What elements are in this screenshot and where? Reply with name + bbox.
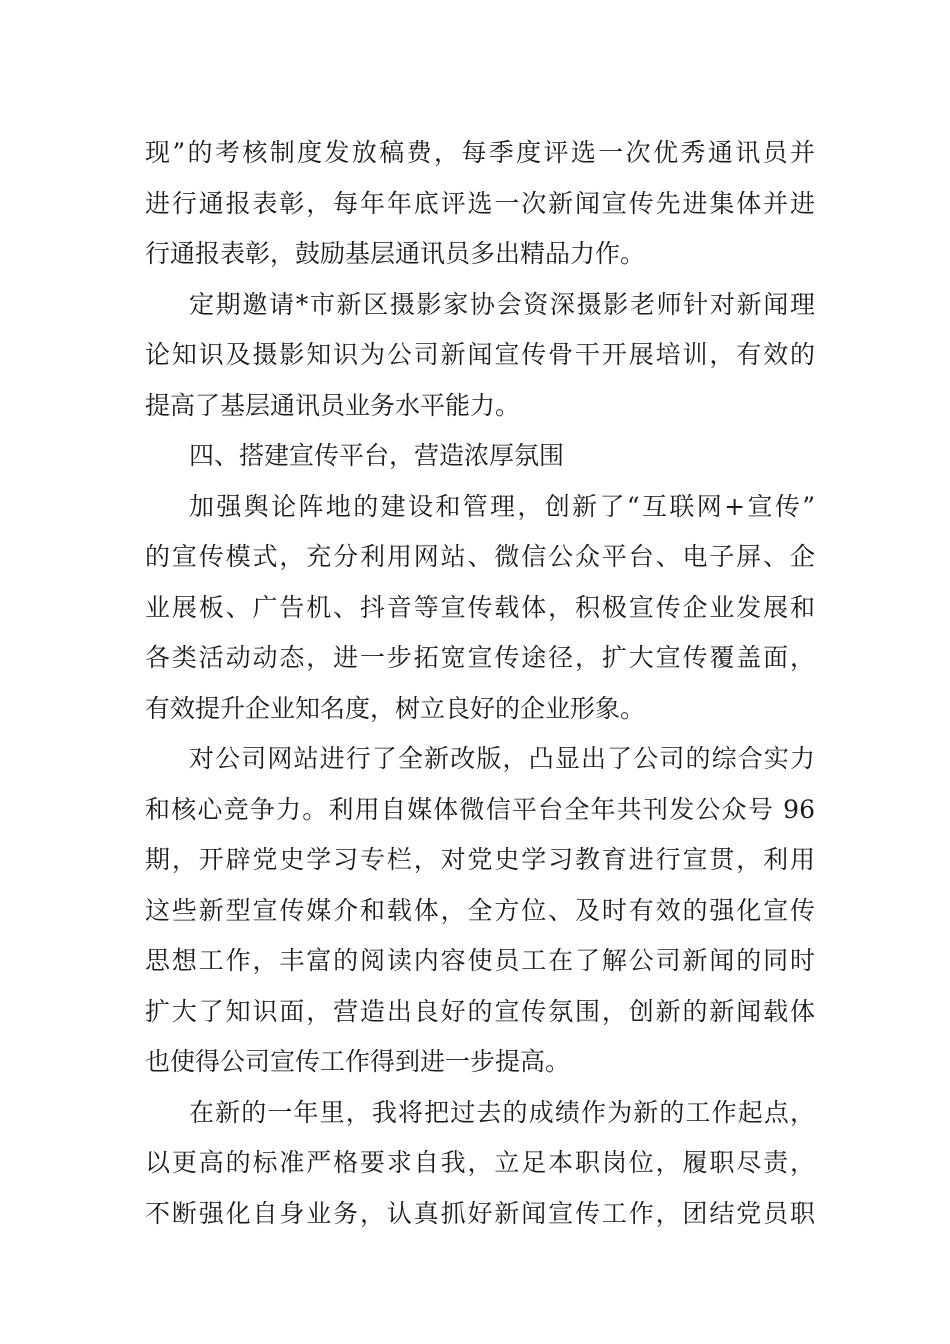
paragraph-3: [145, 482, 815, 735]
text-line: 论知识及摄影知识为公司新闻宣传骨干开展培训，有效的: [145, 340, 815, 369]
text-line: 提高了基层通讯员业务水平能力。: [145, 390, 521, 420]
text-line: 的宣传模式，充分利用网站、微信公众平台、电子屏、企: [145, 542, 815, 571]
section-heading: [145, 431, 815, 482]
document-body: [145, 128, 815, 1239]
text-line: 也使得公司宣传工作得到进一步提高。: [145, 1047, 571, 1076]
text-line: 思想工作，丰富的阅读内容使员工在了解公司新闻的同时: [145, 946, 815, 975]
text-line: 行通报表彰，鼓励基层通讯员多出精品力作。: [145, 239, 646, 268]
text-line: 各类活动动态，进一步拓宽宣传途径，扩大宣传覆盖面，: [145, 643, 815, 672]
text-line: 这些新型宣传媒介和载体，全方位、及时有效的强化宣传: [145, 895, 815, 925]
text-line: 定期邀请*市新区摄影家协会资深摄影老师针对新闻理: [189, 289, 815, 319]
heading-line: 四、搭建宣传平台，营造浓厚氛围: [189, 441, 565, 470]
text-line: 扩大了知识面，营造出良好的宣传氛围，创新的新闻载体: [145, 996, 815, 1026]
text-line: 和核心竞争力。利用自媒体微信平台全年共刊发公众号 96: [145, 794, 815, 824]
text-line: 不断强化自身业务，认真抓好新闻宣传工作，团结党员职: [145, 1198, 815, 1228]
text-line: 在新的一年里，我将把过去的成绩作为新的工作起点，: [189, 1097, 815, 1127]
text-line: 现”的考核制度发放稿费，每季度评选一次优秀通讯员并: [145, 138, 815, 167]
text-line: 以更高的标准严格要求自我，立足本职岗位，履职尽责，: [145, 1148, 815, 1177]
text-line: 对公司网站进行了全新改版，凸显出了公司的综合实力: [189, 744, 815, 773]
text-line: 期，开辟党史学习专栏，对党史学习教育进行宣贯，利用: [145, 845, 815, 874]
paragraph-1: [145, 128, 815, 280]
paragraph-5: [145, 1088, 815, 1240]
paragraph-4: [145, 734, 815, 1088]
paragraph-2: [145, 280, 815, 432]
text-line: 有效提升企业知名度，树立良好的企业形象。: [145, 693, 646, 723]
text-line: 加强舆论阵地的建设和管理，创新了“互联网+宣传”: [189, 491, 815, 521]
text-line: 业展板、广告机、抖音等宣传载体，积极宣传企业发展和: [145, 592, 815, 622]
text-line: 进行通报表彰，每年年底评选一次新闻宣传先进集体并进: [145, 188, 815, 218]
